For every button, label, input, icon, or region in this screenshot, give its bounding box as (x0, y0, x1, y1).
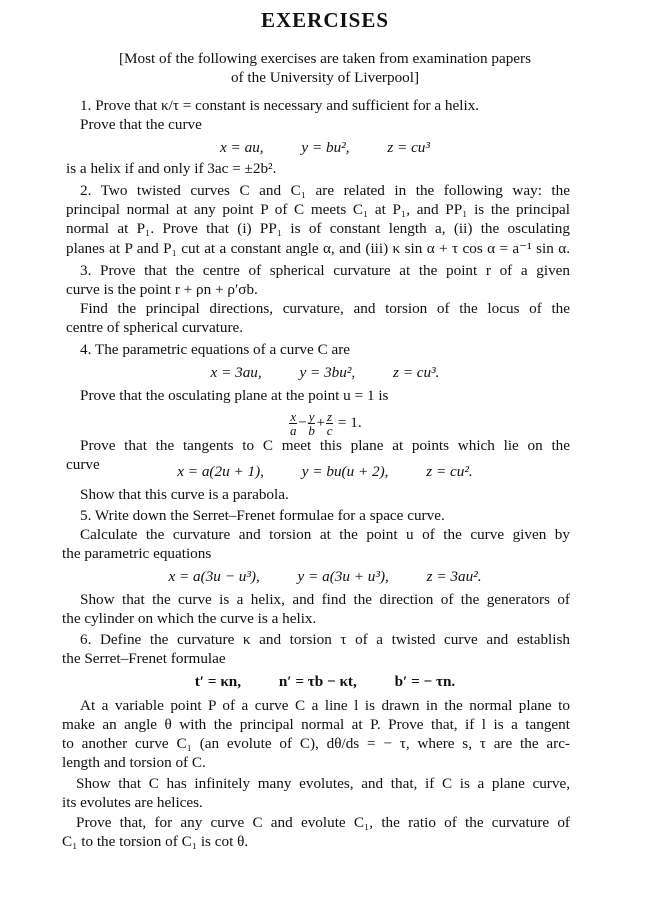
exercise-6-line-4: make an angle θ with the principal normal at P. Prove that, if l is a tangent (62, 716, 570, 733)
exercise-5-line-3: the parametric equations (62, 545, 212, 562)
exercise-6-line-8: its evolutes are helices. (62, 794, 203, 811)
equation-x: x = au, (220, 139, 264, 156)
exercise-4-equation-2 (0, 463, 650, 481)
equation-x: x = 3au, (210, 364, 262, 381)
exercise-2-line-2: principal normal at any point P of C meets C₁ at P₁, and PP₁ is the principal (66, 201, 570, 218)
equation-b-prime: b′ = − τn. (394, 673, 456, 690)
operator: − (298, 414, 307, 431)
exercise-number: 3. (80, 262, 101, 279)
exercise-6-line-9: Prove that, for any curve C and evolute C₁, the ratio of the curvature of (76, 814, 570, 831)
exercise-6-line-2: the Serret–Frenet formulae (62, 650, 226, 667)
exercise-number: 2. (80, 182, 101, 199)
exercise-1-line-1: 1. Prove that κ/τ = constant is necessary and sufficient for a helix. (80, 97, 480, 114)
equation-x: x = a(2u + 1), (177, 463, 264, 480)
exercise-1-line-2: Prove that the curve (80, 116, 202, 133)
exercise-6-line-6: length and torsion of C. (62, 754, 206, 771)
exercise-3-line-3: Find the principal directions, curvature, and torsion of the locus of the (80, 300, 570, 317)
exercise-1-equation (0, 139, 650, 157)
exercise-4-line-4: Show that this curve is a parabola. (80, 486, 289, 503)
exercise-3-line-2: curve is the point r + ρn + ρ′σb. (66, 281, 258, 298)
exercise-3-line-4: centre of spherical curvature. (66, 319, 244, 336)
exercise-5-line-2: Calculate the curvature and torsion at the point u of the curve given by (80, 526, 570, 543)
equation-z: z = 3au². (426, 568, 482, 585)
exercise-2-line-3: normal at P₁. Prove that (i) PP₁ is of constant length a, (ii) the osculating (66, 220, 570, 237)
fraction-z-over-c: $\frac{z}{c}$ (326, 409, 333, 439)
page-title: EXERCISES (260, 8, 390, 32)
serret-frenet-formulae (0, 673, 650, 691)
equation-z: z = cu². (426, 463, 473, 480)
operator: + (316, 414, 326, 431)
equation-y: y = bu², (301, 139, 350, 156)
exercise-number: 6. (80, 631, 100, 648)
exercise-5-equation (0, 568, 650, 586)
exercise-number: 4. (80, 341, 95, 358)
exercise-4-equation (0, 364, 650, 382)
exercise-5-line-1: 5. Write down the Serret–Frenet formulae for a space curve. (80, 507, 445, 524)
exercise-6-line-10: C₁ to the torsion of C₁ is cot θ. (62, 833, 249, 850)
equation-x: x = a(3u − u³), (168, 568, 260, 585)
exercise-4-line-1: 4. The parametric equations of a curve C are (80, 341, 351, 358)
equation-y: y = a(3u + u³), (297, 568, 389, 585)
equation-y: y = 3bu², (299, 364, 356, 381)
equation-rhs: = 1. (337, 414, 362, 431)
exercise-4-line-2: Prove that the osculating plane at the point u = 1 is (80, 387, 389, 404)
exercise-6-line-3: At a variable point P of a curve C a line l is drawn in the normal plane to (80, 697, 570, 714)
exercise-6-line-5: to another curve C₁ (an evolute of C), dθ/ds = − τ, where s, τ are the arc- (62, 735, 570, 752)
exercise-number: 1. (80, 97, 96, 114)
fraction-y-over-b: $\frac{y}{b}$ (308, 409, 315, 439)
exercise-4-line-3: Prove that the tangents to C meet this plane at points which lie on the (80, 437, 570, 454)
equation-n-prime: n′ = τb − κt, (278, 673, 357, 690)
osculating-plane-equation (0, 408, 650, 438)
exercise-4-line-3-cont: curve (66, 456, 100, 473)
exercise-2-line-1: 2. Two twisted curves C and C₁ are related in the following way: the (80, 182, 570, 199)
fraction-x-over-a: $\frac{x}{a}$ (289, 409, 297, 439)
source-note-line-2: of the University of Liverpool] (230, 69, 420, 86)
exercise-5-line-5: the cylinder on which the curve is a helix. (62, 610, 317, 627)
equation-z: z = cu³ (387, 139, 430, 156)
exercise-5-line-4: Show that the curve is a helix, and find the direction of the generators of (80, 591, 570, 608)
exercise-1-condition: is a helix if and only if 3ac = ±2b². (66, 160, 277, 177)
exercise-3-line-1: 3. Prove that the centre of spherical curvature at the point r of a given (80, 262, 571, 279)
exercise-number: 5. (80, 507, 95, 524)
exercise-6-line-7: Show that C has infinitely many evolutes, and that, if C is a plane curve, (76, 775, 570, 792)
exercise-2-line-4: planes at P and P₁ cut at a constant angle α, and (iii) κ sin α + τ cos α = a⁻¹ sin α. (66, 240, 570, 257)
equation-t-prime: t′ = κn, (194, 673, 242, 690)
source-note-line-1: [Most of the following exercises are taken from examination papers (118, 50, 532, 67)
equation-y: y = bu(u + 2), (301, 463, 389, 480)
equation-z: z = cu³. (393, 364, 440, 381)
exercise-6-line-1: 6. Define the curvature κ and torsion τ of a twisted curve and establish (80, 631, 571, 648)
